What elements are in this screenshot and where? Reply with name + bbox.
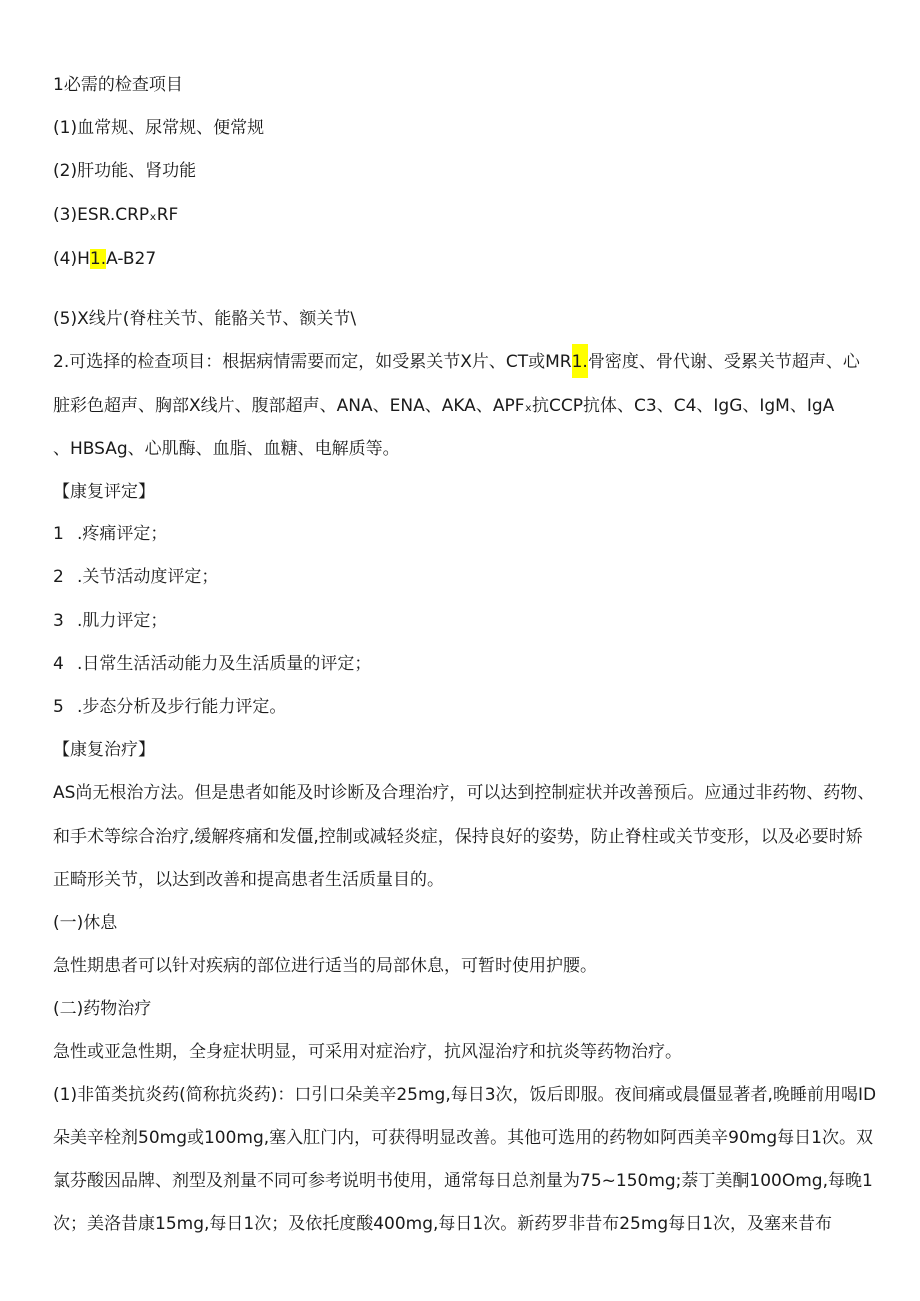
treatment-intro-line: 和手术等综合治疗,缓解疼痛和发僵,控制或减轻炎症，保持良好的姿势，防止脊柱或关节变形，以及必要时矫 bbox=[53, 827, 863, 847]
rest-heading: (一)休息 bbox=[53, 913, 118, 933]
treatment-intro-line: 正畸形关节，以达到改善和提高患者生活质量目的。 bbox=[53, 870, 444, 890]
optional-exams-suffix: 骨密度、骨代谢、受累关节超声、心 bbox=[587, 352, 860, 372]
required-exam-item-5: (5)X线片(脊柱关节、能骼关节、额关节\ bbox=[53, 309, 357, 329]
required-exam-item-2: (2)肝功能、肾功能 bbox=[53, 161, 197, 181]
item-text: .肌力评定； bbox=[77, 611, 168, 631]
item-text: .关节活动度评定； bbox=[77, 567, 219, 587]
assessment-item bbox=[53, 653, 371, 675]
drug-heading: (二)药物治疗 bbox=[53, 999, 152, 1019]
drug-text: 急性或亚急性期，全身症状明显，可采用对症治疗，抗风湿治疗和抗炎等药物治疗。 bbox=[53, 1042, 682, 1062]
item4-prefix: (4)H bbox=[53, 249, 90, 269]
nsaid-line: 次；美洛昔康15mg,每日1次；及依托度酸400mg,每日1次。新药罗非昔布25mg每日1次，及塞来昔布 bbox=[53, 1214, 833, 1234]
nsaid-line: (1)非笛类抗炎药(简称抗炎药)：口引口朵美辛25mg,每日3次，饭后即服。夜间痛或晨僵显著者,晚睡前用喝ID bbox=[53, 1085, 877, 1105]
item-number: 3 bbox=[53, 611, 64, 631]
treatment-intro-line: AS尚无根治方法。但是患者如能及时诊断及合理治疗，可以达到控制症状并改善预后。应通过非药物、药物、 bbox=[53, 783, 875, 803]
assessment-item bbox=[53, 610, 167, 632]
treatment-heading: 【康复治疗】 bbox=[53, 740, 155, 760]
assessment-item bbox=[53, 566, 218, 588]
item-number: 4 bbox=[53, 654, 64, 674]
item-number: 2 bbox=[53, 567, 64, 587]
highlighted-text: 1. bbox=[572, 344, 588, 378]
item-number: 1 bbox=[53, 524, 64, 544]
rest-text: 急性期患者可以针对疾病的部位进行适当的局部休息，可暂时使用护腰。 bbox=[53, 956, 597, 976]
assessment-item bbox=[53, 696, 286, 718]
highlighted-text: 1. bbox=[89, 249, 107, 269]
assessment-heading: 【康复评定】 bbox=[53, 482, 155, 502]
item-text: .疼痛评定； bbox=[77, 524, 168, 544]
required-exam-item-4 bbox=[53, 248, 156, 270]
optional-exams-line-1 bbox=[53, 351, 860, 373]
nsaid-line: 朵美辛栓剂50mg或100mg,塞入肛门内，可获得明显改善。其他可选用的药物如阿西美辛90mg每日1次。双 bbox=[53, 1128, 873, 1148]
optional-exams-prefix: 2.可选择的检查项目：根据病情需要而定，如受累关节X片、CT或MR bbox=[53, 352, 572, 372]
required-exam-item-1: (1)血常规、尿常规、便常规 bbox=[53, 118, 265, 138]
nsaid-line: 氯芬酸因品牌、剂型及剂量不同可参考说明书使用，通常每日总剂量为75~150mg;萘丁美酮100Omg,每晚1 bbox=[53, 1171, 873, 1191]
item-number: 5 bbox=[53, 697, 64, 717]
item-text: .日常生活活动能力及生活质量的评定； bbox=[77, 654, 372, 674]
assessment-item bbox=[53, 523, 167, 545]
required-exams-heading: 1必需的检查项目 bbox=[53, 75, 183, 95]
item-text: .步态分析及步行能力评定。 bbox=[77, 697, 287, 717]
item4-suffix: A-B27 bbox=[106, 249, 157, 269]
required-exam-item-3: (3)ESR.CRPₓRF bbox=[53, 205, 179, 225]
optional-exams-line-3: 、HBSAg、心肌酶、血脂、血糖、电解质等。 bbox=[53, 439, 400, 459]
optional-exams-line-2: 脏彩色超声、胸部X线片、腹部超声、ANA、ENA、AKA、APFₓ抗CCP抗体、C3、C4、IgG、IgM、IgA bbox=[53, 396, 835, 416]
